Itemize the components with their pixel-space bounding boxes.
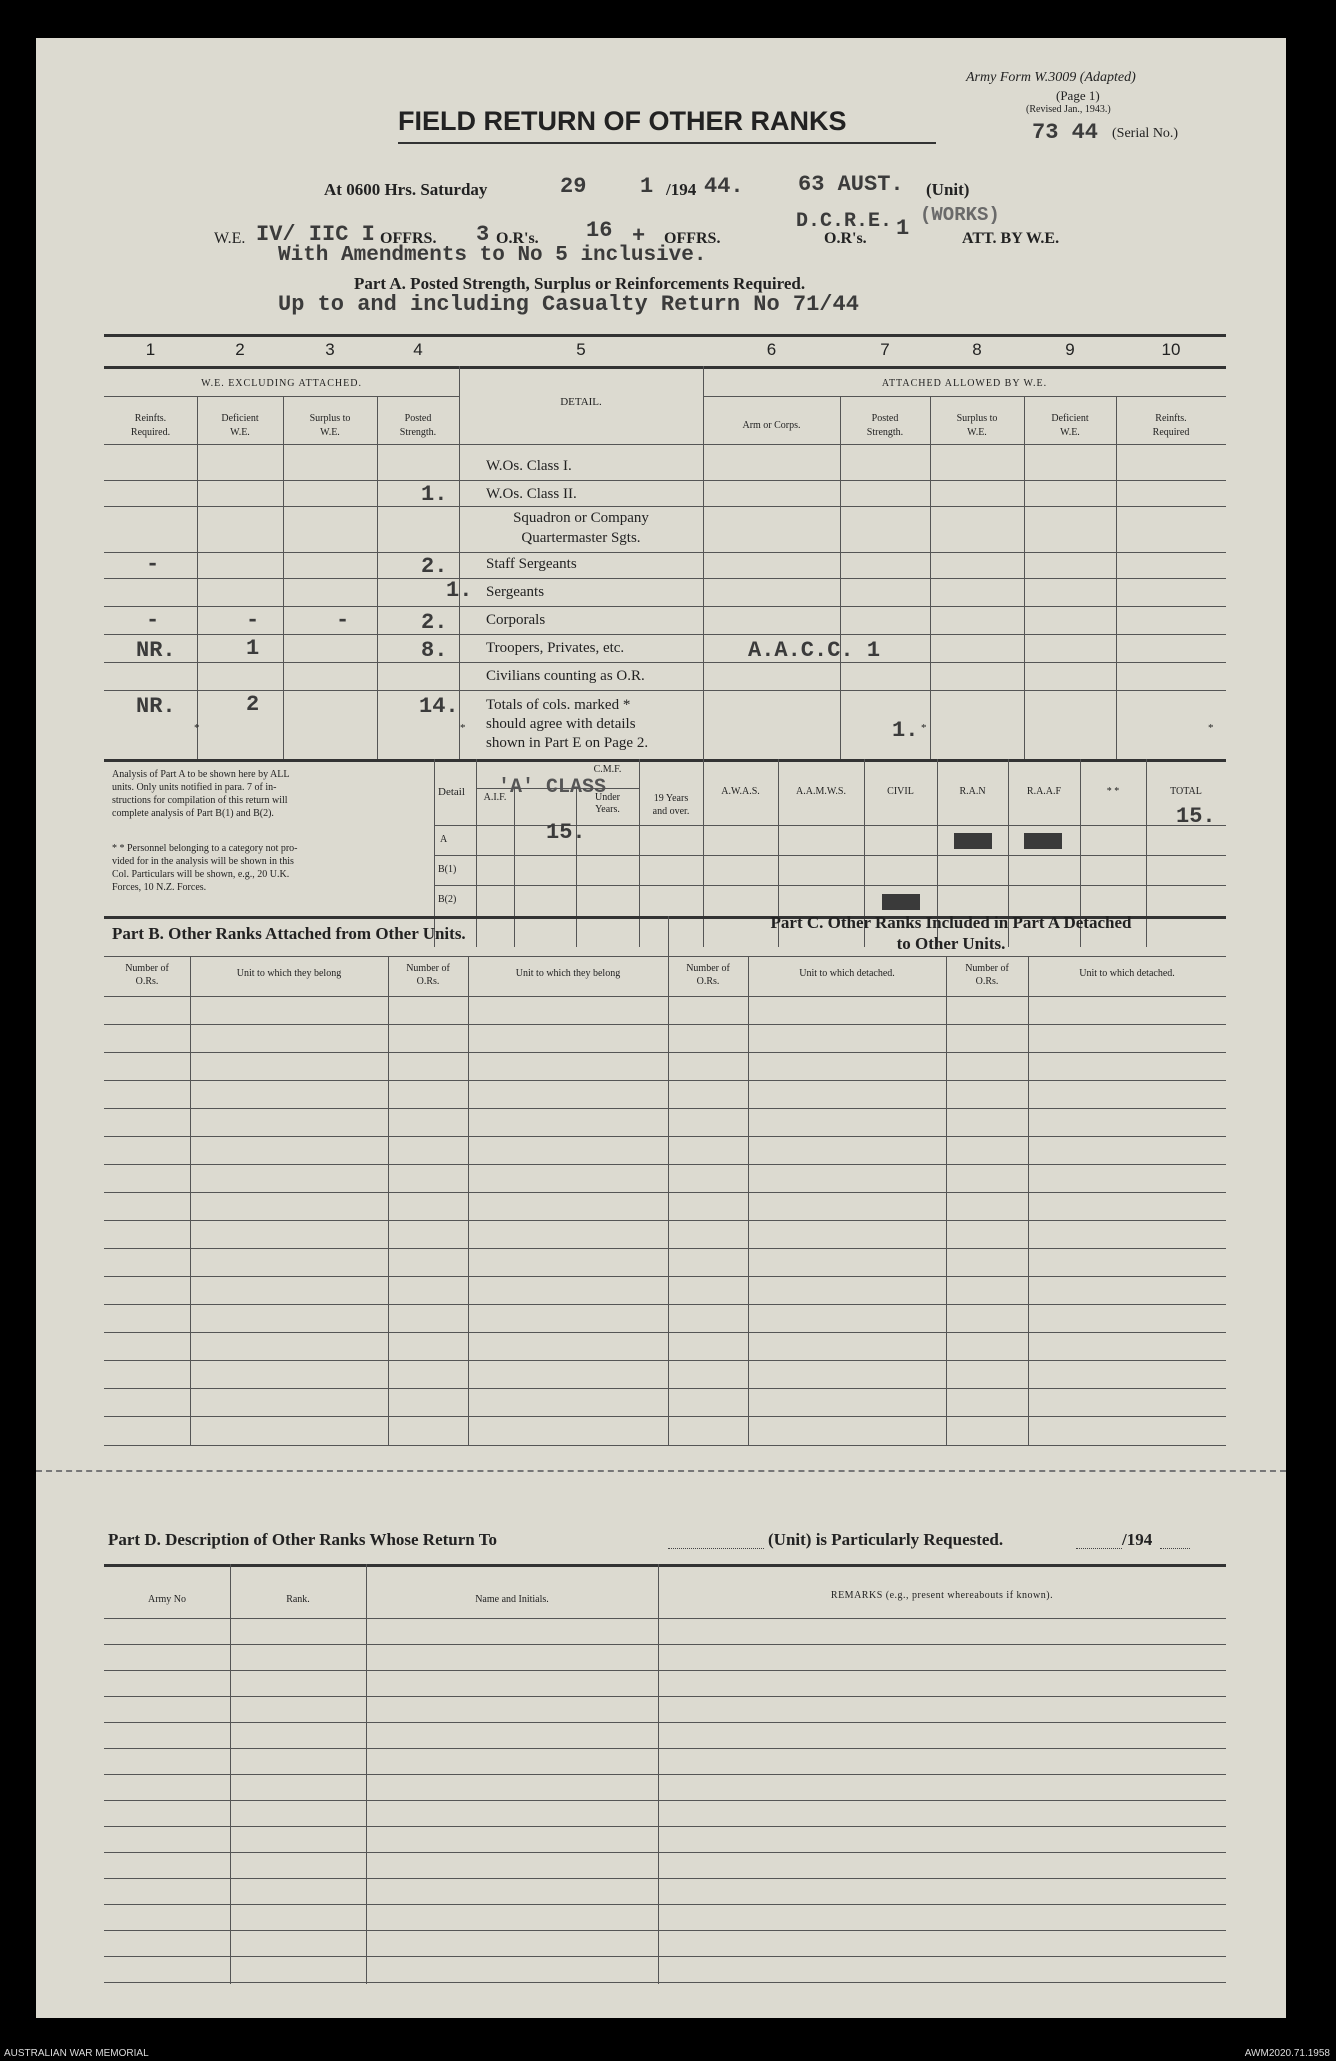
part-d-unit-label: (Unit) is Particularly Requested.: [768, 1530, 1004, 1549]
subhead-c9: Deficient W.E.: [1051, 413, 1089, 438]
aif-label: A.I.F.: [483, 792, 507, 803]
c3-corporals: -: [336, 608, 350, 633]
date-day: 29: [560, 174, 587, 199]
subhead-c8: Surplus to W.E.: [956, 413, 998, 438]
year-value: 44.: [704, 174, 744, 199]
offrs-value: 3: [476, 222, 490, 247]
rank-header: Rank.: [286, 1594, 310, 1605]
cmf-label: C.M.F.: [593, 764, 622, 775]
col-number-8: 8: [972, 340, 982, 359]
other-category-label: * *: [1106, 786, 1120, 797]
star-c10: *: [1208, 722, 1214, 734]
we-label: W.E.: [214, 230, 246, 247]
offrs2-label: OFFRS.: [664, 230, 721, 247]
subhead-c6: Arm or Corps.: [742, 420, 801, 431]
col-number-10: 10: [1161, 340, 1181, 359]
subhead-c1: Reinfts. Required.: [130, 413, 171, 438]
col-number-2: 2: [235, 340, 245, 359]
group-right-header: ATTACHED ALLOWED BY W.E.: [881, 378, 1048, 389]
part-c-unit-header-2: Unit to which detached.: [1079, 968, 1175, 979]
remarks-header: REMARKS (e.g., present whereabouts if known).: [830, 1590, 1054, 1601]
c1-privates: NR.: [136, 638, 176, 663]
c1-totals: NR.: [136, 694, 176, 719]
years-label: Years.: [595, 804, 620, 815]
col-number-9: 9: [1065, 340, 1075, 359]
part-d-date-suffix: /194: [1122, 1530, 1153, 1549]
part-c-num-header-1: Number of O.Rs.: [686, 963, 730, 987]
c4-sergeants: 1.: [446, 578, 473, 603]
casualty-return: Up to and including Casualty Return No 71/44: [278, 292, 859, 317]
detail-totals: Totals of cols. marked * should agree with details shown in Part E on Page 2.: [486, 697, 649, 751]
detail-privates: Troopers, Privates, etc.: [486, 640, 625, 656]
col-number-3: 3: [325, 340, 335, 359]
ors-value: 16: [586, 218, 613, 243]
c1-staff-sergeants: -: [146, 552, 160, 577]
date-month: 1: [640, 174, 654, 199]
page-title: FIELD RETURN OF OTHER RANKS: [398, 106, 847, 136]
under-label: Under: [595, 792, 620, 803]
works-value: (WORKS): [920, 204, 1000, 226]
c1-corporals: -: [146, 608, 160, 633]
c4-wo-class-2: 1.: [421, 482, 448, 507]
c6-privates: A.A.C.C. 1: [748, 638, 881, 663]
perforation-line: [36, 1470, 1286, 1472]
name-header: Name and Initials.: [475, 1594, 549, 1605]
detail-header: DETAIL.: [560, 396, 602, 408]
col-number-1: 1: [145, 340, 156, 359]
detail-civilians: Civilians counting as O.R.: [486, 668, 645, 684]
part-a-title: Part A. Posted Strength, Surplus or Reinforcements Required.: [354, 274, 806, 293]
subhead-c3: Surplus to W.E.: [309, 413, 351, 438]
footer-left: AUSTRALIAN WAR MEMORIAL: [4, 2048, 149, 2059]
a-class-stamp: 'A' CLASS: [498, 776, 607, 799]
subhead-c2: Deficient W.E.: [221, 413, 259, 438]
c2-privates: 1: [246, 636, 260, 661]
we-value: IV/ IIC I: [256, 222, 375, 247]
subhead-c4: Posted Strength.: [399, 413, 437, 438]
army-form-label: Army Form W.3009 (Adapted): [966, 70, 1136, 85]
detail-wo-class-2: W.Os. Class II.: [486, 486, 577, 502]
part-b-title: Part B. Other Ranks Attached from Other Units.: [112, 924, 466, 943]
c4-totals: 14.: [419, 694, 459, 719]
star-c7: *: [921, 722, 927, 734]
redaction-ran: [954, 833, 992, 849]
c2-corporals: -: [246, 608, 260, 633]
col-number-5: 5: [576, 340, 586, 359]
footer-right: AWM2020.71.1958: [1244, 2048, 1330, 2059]
part-b-num-header-1: Number of O.Rs.: [125, 963, 169, 987]
part-d-title: Part D. Description of Other Ranks Whose Return To: [108, 1530, 497, 1549]
analysis-row-b1: B(1): [438, 864, 457, 875]
civil-label: CIVIL: [887, 786, 914, 797]
title-underline: [398, 142, 936, 144]
redaction-civil: [882, 894, 920, 910]
c4-staff-sergeants: 2.: [421, 554, 448, 579]
awas-label: A.W.A.S.: [721, 786, 760, 797]
part-b-num-header-2: Number of O.Rs.: [406, 963, 450, 987]
star-c1: *: [194, 722, 200, 734]
army-no-header: Army No: [147, 1594, 187, 1605]
unit-value: 63 AUST.: [798, 172, 904, 197]
serial-label: (Serial No.): [1112, 126, 1179, 141]
detail-sergeants: Sergeants: [486, 584, 545, 600]
total-label: TOTAL: [1170, 786, 1202, 797]
analysis-row-a: A: [440, 834, 448, 845]
part-b-unit-header-2: Unit to which they belong: [515, 968, 621, 979]
analysis-total-value: 15.: [1176, 804, 1216, 829]
col-number-4: 4: [413, 340, 423, 359]
aamws-label: A.A.M.W.S.: [796, 786, 846, 797]
part-c-unit-header-1: Unit to which detached.: [799, 968, 895, 979]
page-label: (Page 1): [1056, 88, 1100, 103]
detail-qm-sgts: Squadron or Company Quartermaster Sgts.: [513, 510, 649, 546]
offrs-label: OFFRS.: [380, 230, 437, 247]
analysis-note-1: Analysis of Part A to be shown here by ALL units. Only units notified in para. 7 of in- structions for compilation of this return will complete analysis of Part B(1) and B(2).: [112, 769, 290, 819]
subhead-c10: Reinfts. Required: [1152, 413, 1190, 438]
year-prefix: /194: [666, 180, 697, 199]
col-number-6: 6: [766, 340, 777, 359]
c4-corporals: 2.: [421, 610, 448, 635]
ors-label: O.R's.: [496, 230, 539, 247]
part-c-title: Part C. Other Ranks Included in Part A Detached to Other Units.: [770, 913, 1132, 953]
c4-privates: 8.: [421, 638, 448, 663]
c7-totals: 1.: [892, 718, 919, 743]
analysis-note-2: * * Personnel belonging to a category not pro- vided for in the analysis will be shown in this Col. Particulars will be shown, e.g., 20 U.K. Forces, 10 N.Z. Forces.: [112, 843, 298, 893]
raaf-label: R.A.A.F: [1026, 786, 1062, 797]
unit-label: (Unit): [926, 180, 970, 199]
subhead-c7: Posted Strength.: [866, 413, 904, 438]
group-left-header: W.E. EXCLUDING ATTACHED.: [201, 378, 362, 389]
part-c-num-header-2: Number of O.Rs.: [965, 963, 1009, 987]
ran-label: R.A.N: [959, 786, 986, 797]
at-label: At 0600 Hrs. Saturday: [324, 180, 488, 199]
analysis-a-value: 15.: [546, 820, 586, 845]
part-b-unit-header-1: Unit to which they belong: [236, 968, 342, 979]
serial-value: 73 44: [1032, 120, 1099, 145]
detail-wo-class-1: W.Os. Class I.: [486, 458, 572, 474]
analysis-detail-label: Detail: [438, 786, 465, 798]
redaction-raaf: [1024, 833, 1062, 849]
star-c4: *: [460, 722, 466, 734]
detail-corporals: Corporals: [486, 612, 546, 628]
revised-label: (Revised Jan., 1943.): [1026, 104, 1111, 115]
dcre-value: D.C.R.E.: [796, 210, 893, 233]
ors2-label: O.R's.: [824, 230, 867, 247]
plus-sign: +: [632, 224, 646, 249]
c2-totals: 2: [246, 692, 260, 717]
analysis-row-b2: B(2): [438, 894, 457, 905]
nineteen-years-label: 19 Years and over.: [652, 793, 690, 817]
detail-staff-sergeants: Staff Sergeants: [486, 556, 577, 572]
form-sheet: [36, 38, 1286, 2018]
col-number-7: 7: [880, 340, 890, 359]
att-label: ATT. BY W.E.: [962, 230, 1060, 247]
ors2-value: 1: [896, 216, 910, 241]
amendments-text: With Amendments to No 5 inclusive.: [278, 244, 707, 267]
